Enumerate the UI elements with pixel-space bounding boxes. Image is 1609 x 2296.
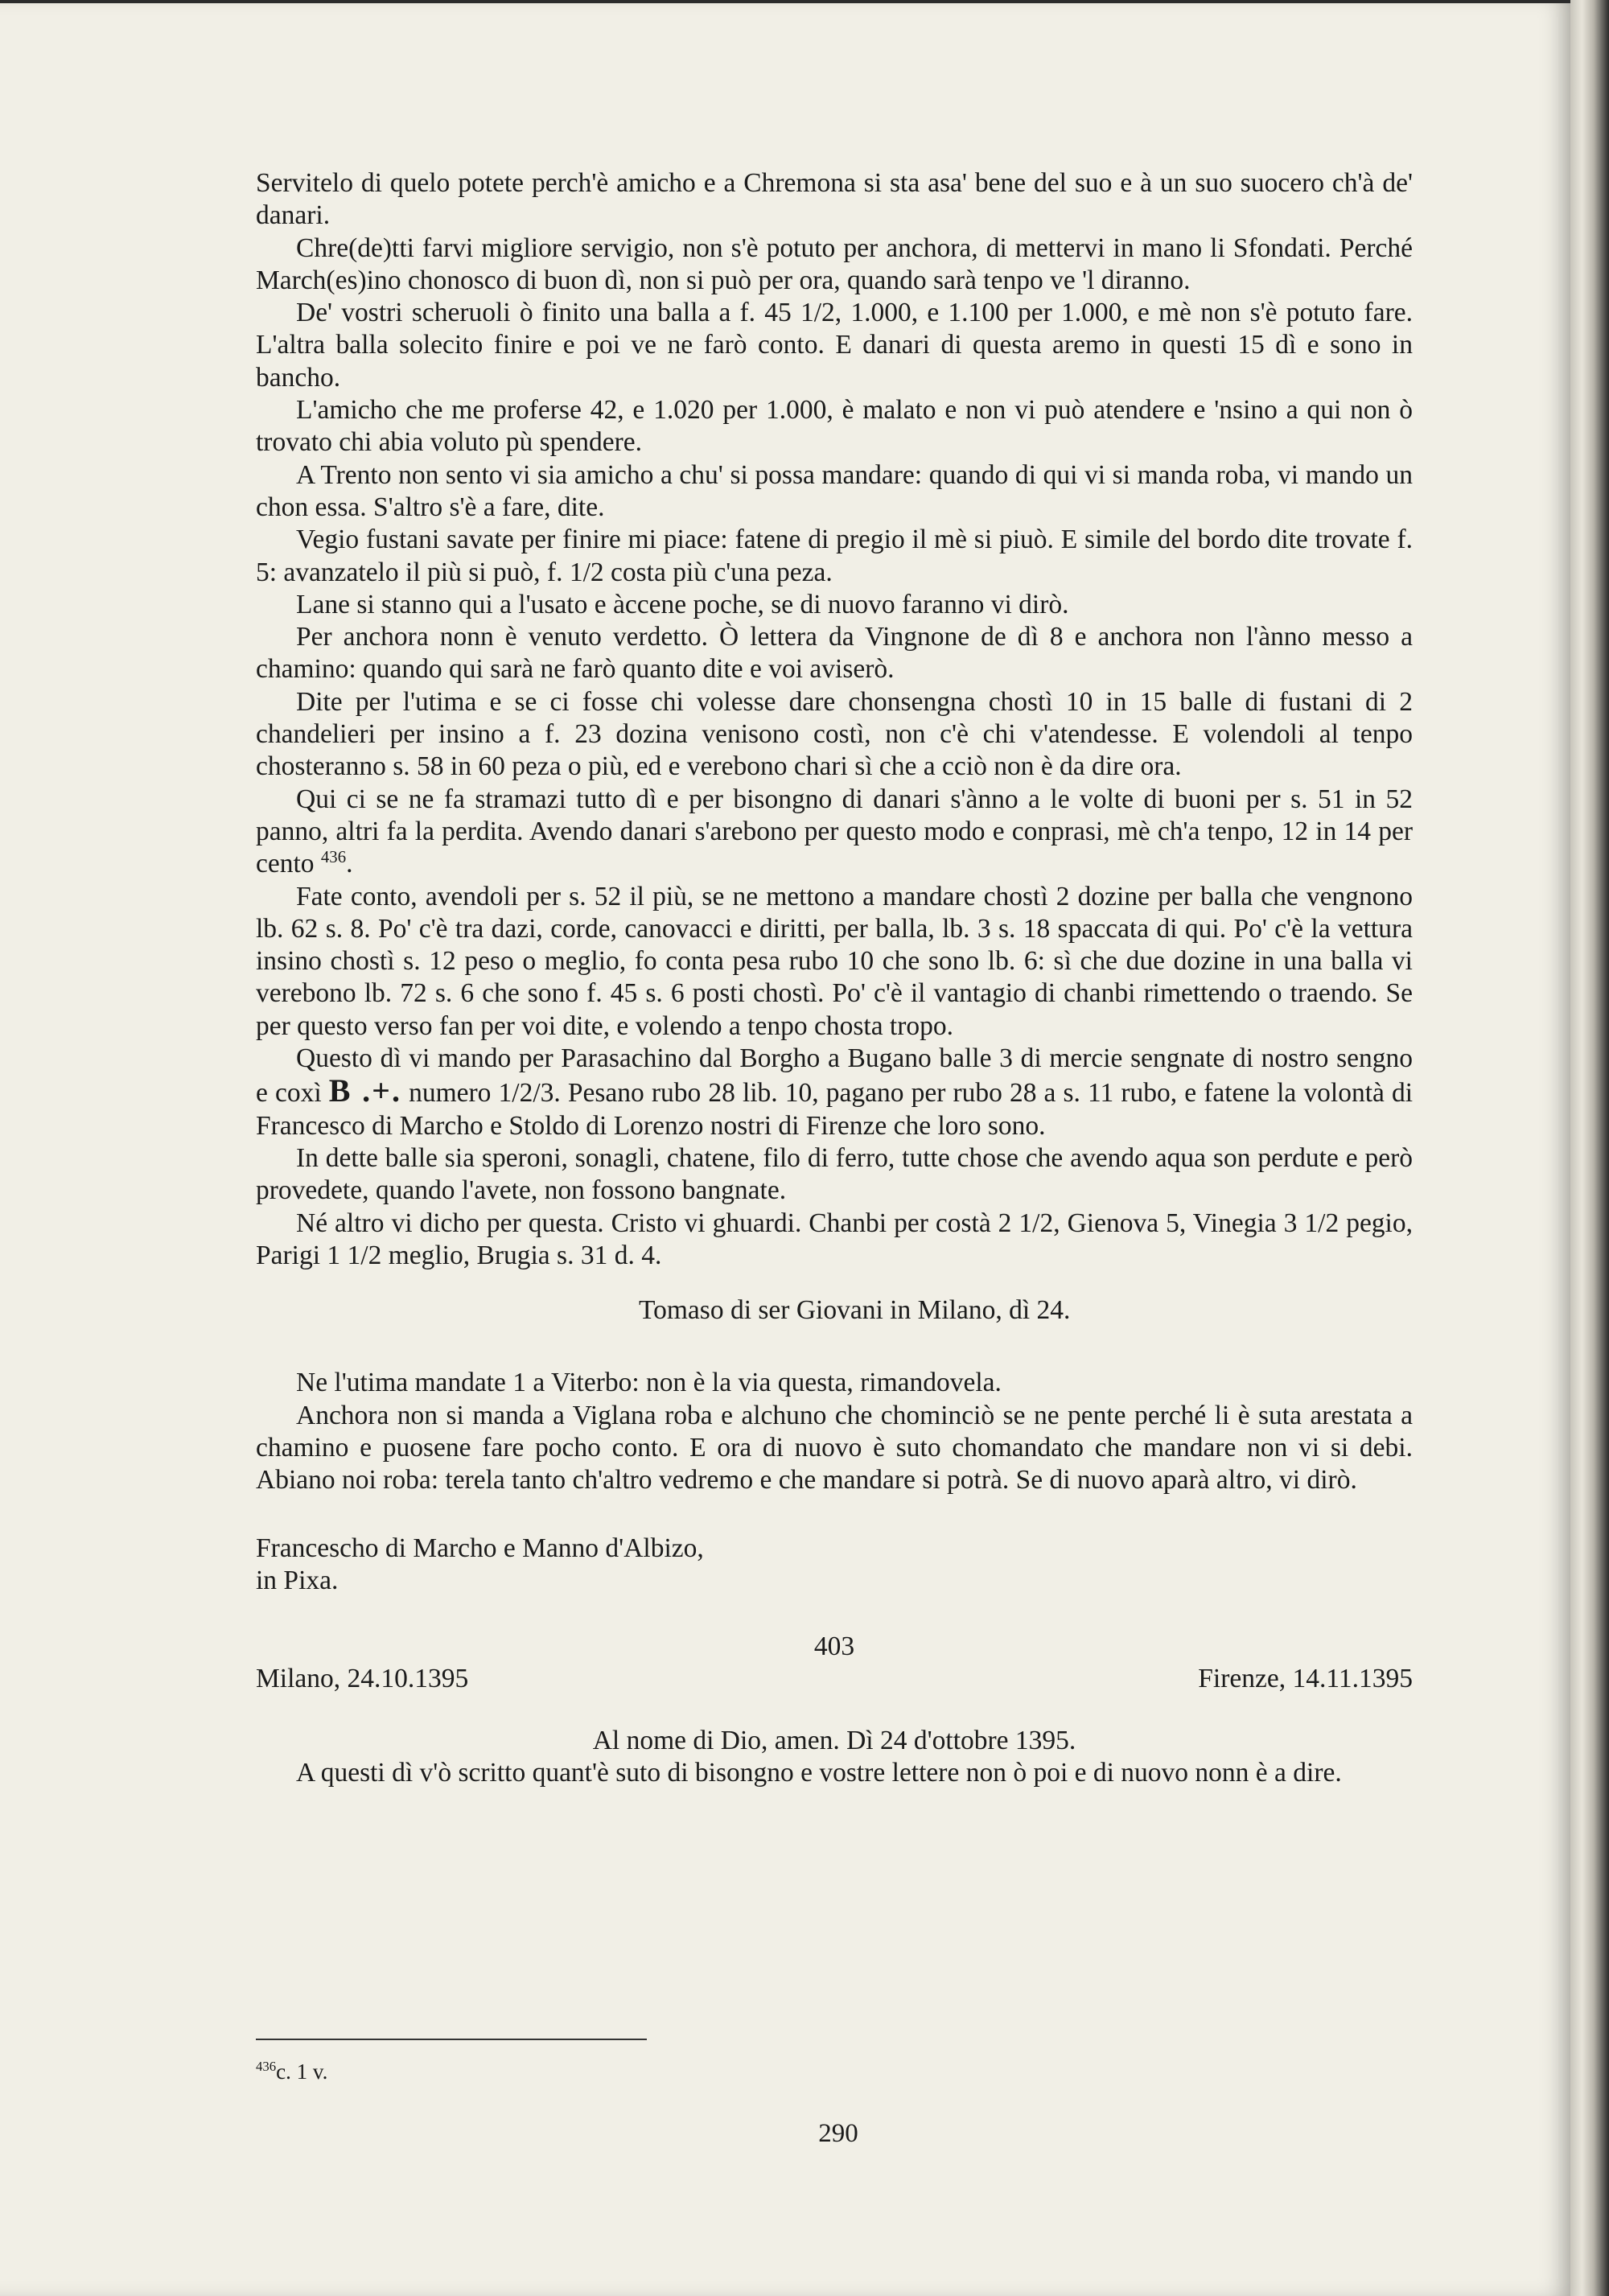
- address-line: in Pixa.: [256, 1565, 339, 1595]
- letter-number: 403: [813, 1631, 855, 1662]
- address: [256, 1533, 1413, 1598]
- letter-dateline: [256, 1663, 1413, 1695]
- address-line: Franceschо di Marcho e Manno d'Albizo,: [256, 1533, 704, 1563]
- paragraph: Per anchora nonn è venuto verdetto. Ò lettera da Vingnone de dì 8 e anchora non l'ànno messo a chamino: quando qui sarà ne farò quanto dite e voi aviserò.: [256, 622, 1413, 685]
- paragraph-text: numero 1/2/3. Pesano rubo 28 lib. 10, pagano per rubo 28 a s. 11 rubo, e fatene la volontà di Francesco di Marcho e Stoldo di Lorenzo nostri di Firenze che loro sono.: [256, 1078, 1414, 1141]
- punctuation: .: [346, 849, 353, 879]
- postscript: Ne l'utima mandate 1 a Viterbo: non è la via questa, rimandovela.: [296, 1368, 1002, 1398]
- page-body: [256, 167, 1413, 1789]
- merchant-mark: B .+.: [328, 1072, 401, 1109]
- paragraph: Fate conto, avendoli per s. 52 il più, se ne mettono a mandare chostì 2 dozine per balla che vengnono lb. 62 s. 8. Po' c'è tra dazi, corde, canovacci e diritti, per balla, lb. 3 s. 18 spaccata di qui. Po' c'è la vettura insino chostì s. 12 peso o meglio, fo conta pesa rubo 10 che sono lb. 6: sì che due dozine in una balla vi verebono lb. 72 s. 6 che sono f. 45 s. 6 posti chostì. Po' c'è il vantagio di chanbi rimettendo o traendo. Se per questo verso fan per voi dite, e volendo a tenpo chosta tropo.: [256, 881, 1413, 1041]
- invocation: Al nome di Dio, amen. Dì 24 d'ottobre 1395.: [592, 1725, 1076, 1755]
- footnote-reference[interactable]: 436: [320, 848, 347, 867]
- footnote-text: c. 1 v.: [276, 2059, 328, 2084]
- footnote: [256, 2058, 327, 2085]
- footnote-number: 436: [256, 2059, 277, 2074]
- paragraph: L'amicho che me proferse 42, e 1.020 per 1.000, è malato e non vi può atendere e 'nsino a qui non ò trovato chi abia voluto pù spendere.: [256, 395, 1413, 458]
- paragraph-with-mark: [256, 1043, 1413, 1142]
- paragraph: Servitelo di quelo potete perch'è amicho e a Chremona si sta asa' bene del suo e à un suo suocero ch'à de' danari.: [256, 168, 1413, 231]
- footnote-rule: [256, 2039, 647, 2040]
- paragraph-text: Questo dì vi mando per Parasachino dal Borgho a Bugano balle 3 di mercie sengnate di nostro sengno e coxì: [256, 1043, 1413, 1109]
- paragraph: Lane si stanno qui a l'usato e àccene poche, se di nuovo faranno vi dirò.: [296, 589, 1069, 619]
- book-page-edge: [1570, 0, 1609, 2296]
- paragraph: A questi dì v'ò scritto quant'è suto di bisongno e vostre lettere non ò poi e di nuovo nonn è a dire.: [296, 1758, 1342, 1788]
- page-number: 290: [818, 2119, 858, 2148]
- paragraph: Dite per l'utima e se ci fosse chi volesse dare chonsengna chostì 10 in 15 balle di fustani di 2 chandelieri per insino a f. 23 dozina venisono costì, non c'è chi v'atendesse. E volendoli al tenpo chosteranno s. 58 in 60 peza o più, ed e verebono chari sì che a cciò non è da dire ora.: [256, 686, 1413, 782]
- paragraph: Né altro vi dicho per questa. Cristo vi ghuardi. Chanbi per costà 2 1/2, Gienova 5, Vinegia 3 1/2 pegio, Parigi 1 1/2 meglio, Brugia s. 31 d. 4.: [256, 1208, 1413, 1270]
- signature: Tomaso di ser Giovani in Milano, dì 24.: [639, 1295, 1071, 1326]
- paragraph: In dette balle sia speroni, sonagli, chatene, filo di ferro, tutte chose che avendo aqua son perdute e però provedete, quando l'avete, non fossono bangnate.: [256, 1142, 1413, 1206]
- paragraph-text: Qui ci se ne fa stramazi tutto dì e per bisongno di danari s'ànno a le volte di buoni per s. 51 in 52 panno, altri fa la perdita. Avendo danari s'arebono per questo modo e conprasi, mè ch'a tenpo, 12 in 14 per cento: [256, 784, 1413, 879]
- paragraph: Chre(de)tti farvi migliore servigio, non s'è potuto per anchora, di mettervi in mano li Sfondati. Perché March(es)ino chonosco di buon dì, non si può per ora, quando sarà tenpo ve 'l diranno.: [256, 232, 1413, 295]
- date-to: Firenze, 14.11.1395: [1198, 1664, 1413, 1694]
- date-from: Milano, 24.10.1395: [256, 1664, 469, 1694]
- paragraph: De' vostri scheruoli ò finito una balla a f. 45 1/2, 1.000, e 1.100 per 1.000, e mè non s'è potuto fare. L'altra balla solecito finire e poi ve ne farò conto. E danari di questa aremo in questi 15 dì e sono in bancho.: [256, 298, 1413, 393]
- paragraph-with-footnote: [256, 784, 1413, 881]
- paragraph: A Trento non sento vi sia amicho a chu' si possa mandare: quando di qui vi si manda roba, vi mando un chon essa. S'altro s'è a fare, dite.: [256, 459, 1413, 522]
- top-rule: [0, 0, 1575, 3]
- postscript: Anchora non si manda a Viglana roba e alchuno che chominciò se ne pente perché li è suta arestata a chamino e puosene fare pocho conto. E ora di nuovo è suto chomandato che mandare non vi si debi. Abiano noi roba: terela tanto ch'altro vedremo e che mandare si potrà. Se di nuovo aparà altro, vi dirò.: [256, 1400, 1413, 1496]
- paragraph: Vegio fustani savate per finire mi piace: fatene di pregio il mè si piuò. E simile del bordo dite trovate f. 5: avanzatelo il più si può, f. 1/2 costa più c'una peza.: [256, 525, 1413, 587]
